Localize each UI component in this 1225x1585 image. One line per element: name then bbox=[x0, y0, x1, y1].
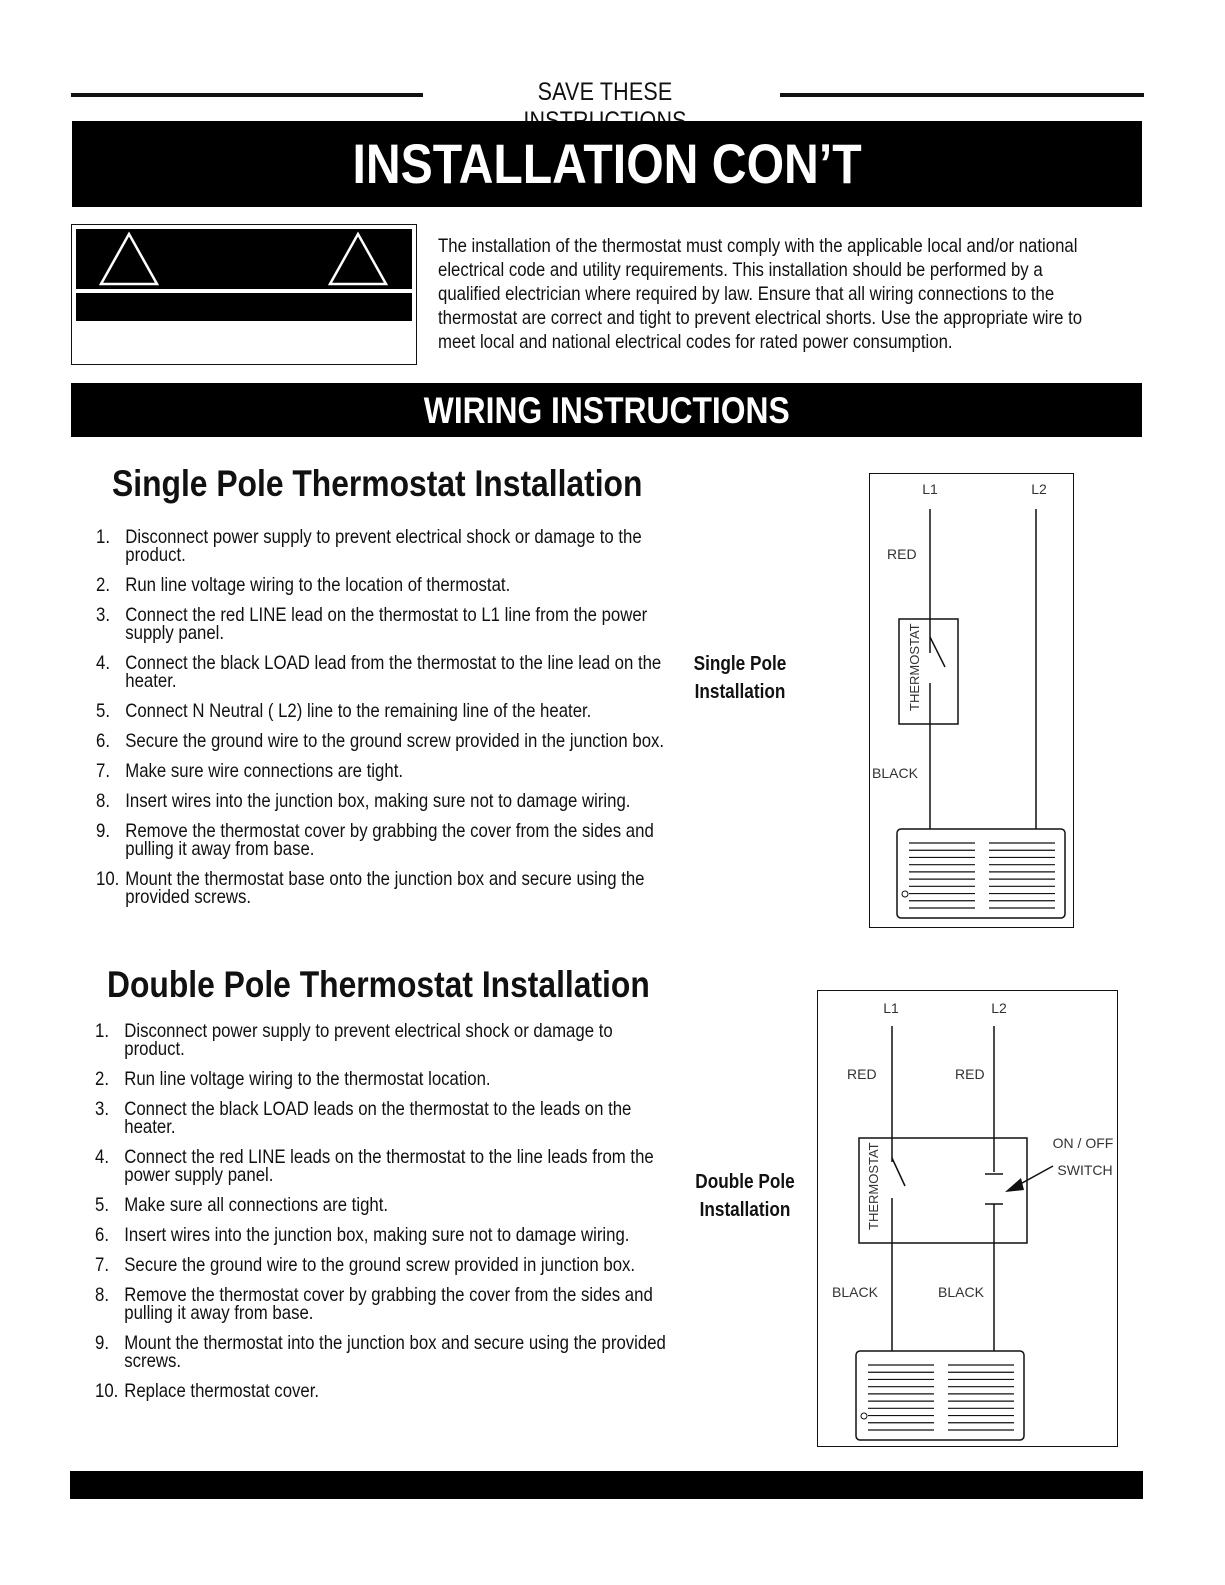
step-text: Secure the ground wire to the ground screw provided in junction box. bbox=[124, 1254, 636, 1276]
step-text: Disconnect power supply to prevent electrical shock or damage to product. bbox=[124, 1020, 613, 1060]
double-l1-label: L1 bbox=[883, 1000, 899, 1016]
step-number: 9. bbox=[95, 1332, 109, 1354]
single-l1-label: L1 bbox=[922, 481, 938, 497]
warning-strip bbox=[76, 293, 412, 321]
installation-banner bbox=[72, 121, 1142, 207]
step-text: Mount the thermostat base onto the junction box and secure using the provided screws. bbox=[125, 868, 645, 908]
step-item bbox=[95, 1256, 675, 1274]
step-item bbox=[95, 1226, 675, 1244]
step-number: 2. bbox=[96, 574, 110, 596]
step-number: 5. bbox=[96, 700, 110, 722]
double-thermostat-label: THERMOSTAT bbox=[866, 1142, 881, 1230]
step-text: Run line voltage wiring to the location of thermostat. bbox=[125, 574, 511, 596]
step-text: Remove the thermostat cover by grabbing the cover from the sides and pulling it away from base. bbox=[125, 820, 654, 860]
step-number: 10. bbox=[95, 1380, 119, 1402]
warning-header bbox=[76, 229, 412, 289]
step-number: 4. bbox=[96, 652, 110, 674]
step-number: 9. bbox=[96, 820, 110, 842]
step-number: 6. bbox=[96, 730, 110, 752]
double-pole-label-line1: Double Pole bbox=[695, 1171, 795, 1193]
step-number: 7. bbox=[96, 760, 110, 782]
step-text: Connect the red LINE leads on the thermostat to the line leads from the power supply panel. bbox=[124, 1146, 654, 1186]
header-rule-right bbox=[780, 93, 1144, 97]
heater-indicator-icon bbox=[902, 891, 908, 897]
step-item bbox=[96, 822, 676, 858]
double-pole-title: Double Pole Thermostat Installation bbox=[107, 964, 650, 1005]
footer-bar bbox=[70, 1471, 1143, 1499]
step-item bbox=[95, 1022, 675, 1058]
single-switch-blade bbox=[930, 637, 945, 667]
step-number: 1. bbox=[95, 1020, 109, 1042]
step-item bbox=[96, 654, 676, 690]
double-thermostat-box bbox=[859, 1138, 1027, 1243]
step-text: Insert wires into the junction box, making sure not to damage wiring. bbox=[125, 790, 631, 812]
step-number: 2. bbox=[95, 1068, 109, 1090]
single-pole-diagram bbox=[869, 473, 1075, 929]
single-red-label: RED bbox=[887, 546, 917, 562]
step-item bbox=[96, 576, 676, 594]
single-pole-label-line1: Single Pole bbox=[693, 653, 787, 675]
single-pole-steps bbox=[96, 528, 676, 918]
single-black-label: BLACK bbox=[872, 765, 918, 781]
warning-triangle-right-icon bbox=[330, 234, 386, 284]
step-item bbox=[95, 1070, 675, 1088]
wiring-banner bbox=[71, 383, 1142, 437]
step-item bbox=[95, 1196, 675, 1214]
double-red-label-left: RED bbox=[847, 1066, 877, 1082]
step-text: Make sure wire connections are tight. bbox=[125, 760, 404, 782]
warning-triangles bbox=[76, 229, 412, 289]
single-heater-icon bbox=[897, 829, 1065, 918]
step-number: 1. bbox=[96, 526, 110, 548]
step-number: 3. bbox=[95, 1098, 109, 1120]
intro-paragraph: The installation of the thermostat must comply with the applicable local and/or national electrical code and utility requirements. This installation should be performed by a qualified electrician where required by law. Ensure that all wiring connections to the thermostat are correct and tight to prevent electrical shorts. Use the appropriate wire to meet local and national electrical codes for rated power consumption. bbox=[438, 235, 1083, 353]
step-text: Remove the thermostat cover by grabbing the cover from the sides and pulling it away from base. bbox=[124, 1284, 653, 1324]
double-pole-label-line2: Installation bbox=[699, 1199, 791, 1221]
step-number: 6. bbox=[95, 1224, 109, 1246]
step-text: Disconnect power supply to prevent electrical shock or damage to the product. bbox=[125, 526, 642, 566]
double-pole-diagram-label bbox=[685, 1168, 805, 1224]
step-number: 7. bbox=[95, 1254, 109, 1276]
single-pole-title: Single Pole Thermostat Installation bbox=[112, 463, 643, 504]
step-item bbox=[95, 1148, 675, 1184]
single-l2-label: L2 bbox=[1031, 481, 1047, 497]
step-item bbox=[95, 1382, 675, 1400]
installation-banner-title: INSTALLATION CON’T bbox=[352, 132, 862, 195]
step-text: Mount the thermostat into the junction box and secure using the provided screws. bbox=[124, 1332, 666, 1372]
step-text: Run line voltage wiring to the thermostat location. bbox=[124, 1068, 491, 1090]
double-switch-blade bbox=[892, 1158, 905, 1186]
step-item bbox=[96, 870, 676, 906]
double-switch-label: SWITCH bbox=[1057, 1162, 1113, 1178]
step-item bbox=[96, 732, 676, 750]
warning-box bbox=[71, 224, 417, 365]
double-pole-steps bbox=[95, 1022, 675, 1412]
double-onoff-label: ON / OFF bbox=[1052, 1135, 1114, 1151]
heater-indicator-icon bbox=[861, 1413, 867, 1419]
double-black-label-right: BLACK bbox=[938, 1284, 984, 1300]
save-instructions-heading: SAVE THESE bbox=[537, 78, 673, 106]
step-item bbox=[95, 1286, 675, 1322]
double-red-label-right: RED bbox=[955, 1066, 985, 1082]
step-item bbox=[96, 702, 676, 720]
step-item bbox=[96, 762, 676, 780]
wiring-banner-title: WIRING INSTRUCTIONS bbox=[423, 390, 790, 431]
double-switch-arrowhead-icon bbox=[1005, 1178, 1024, 1192]
step-text: Secure the ground wire to the ground screw provided in the junction box. bbox=[125, 730, 665, 752]
step-text: Insert wires into the junction box, making sure not to damage wiring. bbox=[124, 1224, 630, 1246]
double-black-label-left: BLACK bbox=[832, 1284, 878, 1300]
double-heater-icon bbox=[856, 1351, 1024, 1440]
single-pole-diagram-label bbox=[680, 650, 800, 706]
step-number: 8. bbox=[95, 1284, 109, 1306]
step-text: Connect the black LOAD leads on the thermostat to the leads on the heater. bbox=[124, 1098, 632, 1138]
header-rule-left bbox=[71, 93, 423, 97]
heater-body bbox=[856, 1351, 1024, 1440]
step-number: 5. bbox=[95, 1194, 109, 1216]
heater-body bbox=[897, 829, 1065, 918]
single-thermostat-label: THERMOSTAT bbox=[907, 623, 922, 711]
step-number: 8. bbox=[96, 790, 110, 812]
step-item bbox=[96, 792, 676, 810]
single-pole-label-line2: Installation bbox=[694, 681, 786, 703]
step-item bbox=[95, 1334, 675, 1370]
step-number: 10. bbox=[96, 868, 120, 890]
step-number: 3. bbox=[96, 604, 110, 626]
step-text: Replace thermostat cover. bbox=[124, 1380, 320, 1402]
double-pole-diagram bbox=[817, 990, 1119, 1448]
step-number: 4. bbox=[95, 1146, 109, 1168]
step-text: Connect the red LINE lead on the thermostat to L1 line from the power supply panel. bbox=[125, 604, 648, 644]
warning-triangle-left-icon bbox=[101, 234, 157, 284]
step-text: Make sure all connections are tight. bbox=[124, 1194, 389, 1216]
step-item bbox=[96, 528, 676, 564]
double-l2-label: L2 bbox=[991, 1000, 1007, 1016]
step-text: Connect the black LOAD lead from the thermostat to the line lead on the heater. bbox=[125, 652, 662, 692]
step-item bbox=[96, 606, 676, 642]
step-text: Connect N Neutral ( L2) line to the remaining line of the heater. bbox=[125, 700, 592, 722]
step-item bbox=[95, 1100, 675, 1136]
